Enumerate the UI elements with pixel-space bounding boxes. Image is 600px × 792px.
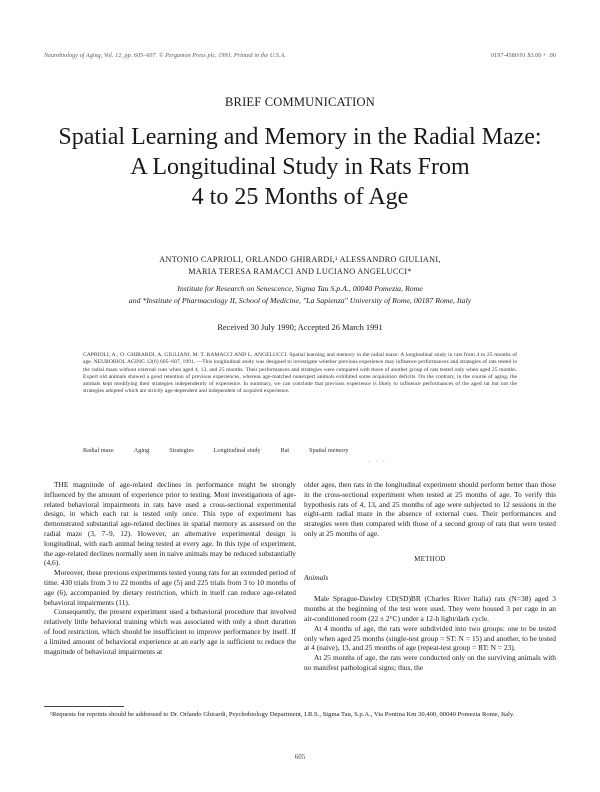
abstract: CAPRIOLI, A., O. GHIRARDI, A. GIULIANI, M. T. RAMACCI AND L. ANGELUCCI. Spatial learning and memory in the radial maze: A longitudinal study in rats from 4 to 25 months of age. NEUROBIOL AGING 12(6) 605–607, 1991. —This longitudinal study was designed to investigate whether previous experience may influence performances and strategies of rats tested in the radial maze without external cues when aged 4, 13, and 25 months. Their performances and strategies were compared with those of another group of rats tested only when aged 25 months. Expert old animals showed a good retention of previous experiences, whereas age-matched nonexpert animals exhibited some acquisition deficits. On the contrary, in the course of aging, the animals kept modifying their strategies independently of experience. In summary, we can conclude that previous experience is likely to influence performances of the aged rat but not the strategies adopted which are strictly age-dependent and independent of acquired experience. (83, 352, 517, 395)
affiliation-line: and *Institute of Pharmacology II, School of Medicine, "La Sapienza" University of Rome, 00187 Rome, Italy (128, 296, 472, 305)
title-line: A Longitudinal Study in Rats From (130, 154, 470, 180)
body-paragraph: Consequently, the present experiment used a behavioral procedure that involved relatively little behavioral training which was associated with only a short duration of food restriction, which should be insufficient to improve performance by itself. If a limited amount of behavioral experience at an early age is sufficient to reduce the magnitude of behavioral impairments at (44, 607, 296, 656)
section-heading-method: METHOD (414, 555, 446, 563)
keyword: Longitudinal study (213, 447, 261, 454)
footnote-divider (44, 706, 124, 707)
body-paragraph: Moreover, these previous experiments tested young rats for an extended period of time. 430 trials from 3 to 22 months of age (5) and 225 trials from 3 to 10 months of age (6), accompanied by dietary restriction, which in itself can reduce age-related behavioral impairments (11). (44, 568, 296, 607)
keyword: Aging (133, 447, 150, 454)
body-column-left (44, 480, 296, 656)
body-paragraph: At 4 months of age, the rats were subdivided into two groups: one to be tested only when aged 25 months (single-test group = ST: N = 15) and another, to be tested at 4 (naive), 13, and 25 months of age (repeat-test group = RT: N = 23). (304, 623, 556, 653)
keyword: Strategies (169, 447, 194, 454)
page-number: 605 (294, 753, 306, 761)
affiliation-line: Institute for Research on Senescence, Sigma Tau S.p.A., 00040 Pomezia, Rome (177, 284, 423, 293)
received-dates: Received 30 July 1990; Accepted 26 March 1991 (217, 323, 383, 332)
keyword: Radial maze (83, 447, 114, 454)
article-title (20, 122, 580, 212)
running-head-price: 0197-4580/91 $3.00 + .00 (491, 53, 556, 59)
keyword: Spatial memory (309, 447, 349, 454)
keywords (83, 447, 517, 454)
body-column-right (304, 480, 556, 673)
author-line: MARIA TERESA RAMACCI AND LUCIANO ANGELUCCI* (188, 267, 412, 276)
subsection-heading-animals: Animals (304, 572, 329, 582)
author-list (0, 254, 600, 278)
keyword-separator-mark: · · · (368, 459, 387, 465)
section-label: BRIEF COMMUNICATION (225, 95, 375, 109)
keyword: Rat (280, 447, 290, 454)
author-line: ANTONIO CAPRIOLI, ORLANDO GHIRARDI,¹ ALESSANDRO GIULIANI, (159, 255, 441, 264)
body-paragraph: older ages, then rats in the longitudinal experiment should perform better than those in the cross-sectional experiment when tested at 25 months of age. To verify this hypothesis rats of 4, 13, and 25 months of age were subjected to 12 sessions in the eight-arm radial maze in the absence of external cues. Their performances and strategies were then compared with those of a second group of rats that were tested only at 25 months of age. (304, 480, 556, 538)
body-paragraph: THE magnitude of age-related declines in performance might be strongly influenced by the amount of experience prior to testing. Most investigations of age-related behavioral impairments in rats have used a cross-sectional experimental design, in which each rat is tested only once. This type of experiment has demonstrated substantial age-related declines in spatial memory as assessed on the radial maze (3, 7–9, 12). However, an alternative experimental design is longitudinal, with each animal being tested at every age. In this type of experiment, the age-related declines normally seen in naive animals may be reduced substantially (4,6). (44, 480, 296, 568)
body-paragraph: At 25 months of age, the rats were conducted only on the surviving animals with no manifest pathological signs; thus, the (304, 653, 556, 672)
footnote: ¹Requests for reprints should be addressed to Dr. Orlando Ghirardi, Psychobiology Department, I.R.S., Sigma Tau, S.p.A., Via Pontina Km 30,400, 00040 Pomezia Rome, Italy. (50, 711, 515, 718)
affiliations (0, 283, 600, 307)
title-line: Spatial Learning and Memory in the Radial Maze: (58, 124, 542, 150)
running-head (44, 53, 556, 59)
title-line: 4 to 25 Months of Age (191, 184, 409, 210)
running-head-citation: Neurobiology of Aging, Vol. 12, pp. 605–607. © Pergamon Press plc, 1991. Printed in the U.S.A. (44, 53, 286, 59)
body-paragraph: Male Sprague-Dawley CD(SD)BR (Charles River Italia) rats (N=38) aged 3 months at the beginning of the test were used. They were housed 3 per cage in an air-conditioned room (22 ± 2°C) under a 12-h light/dark cycle. (304, 594, 556, 623)
